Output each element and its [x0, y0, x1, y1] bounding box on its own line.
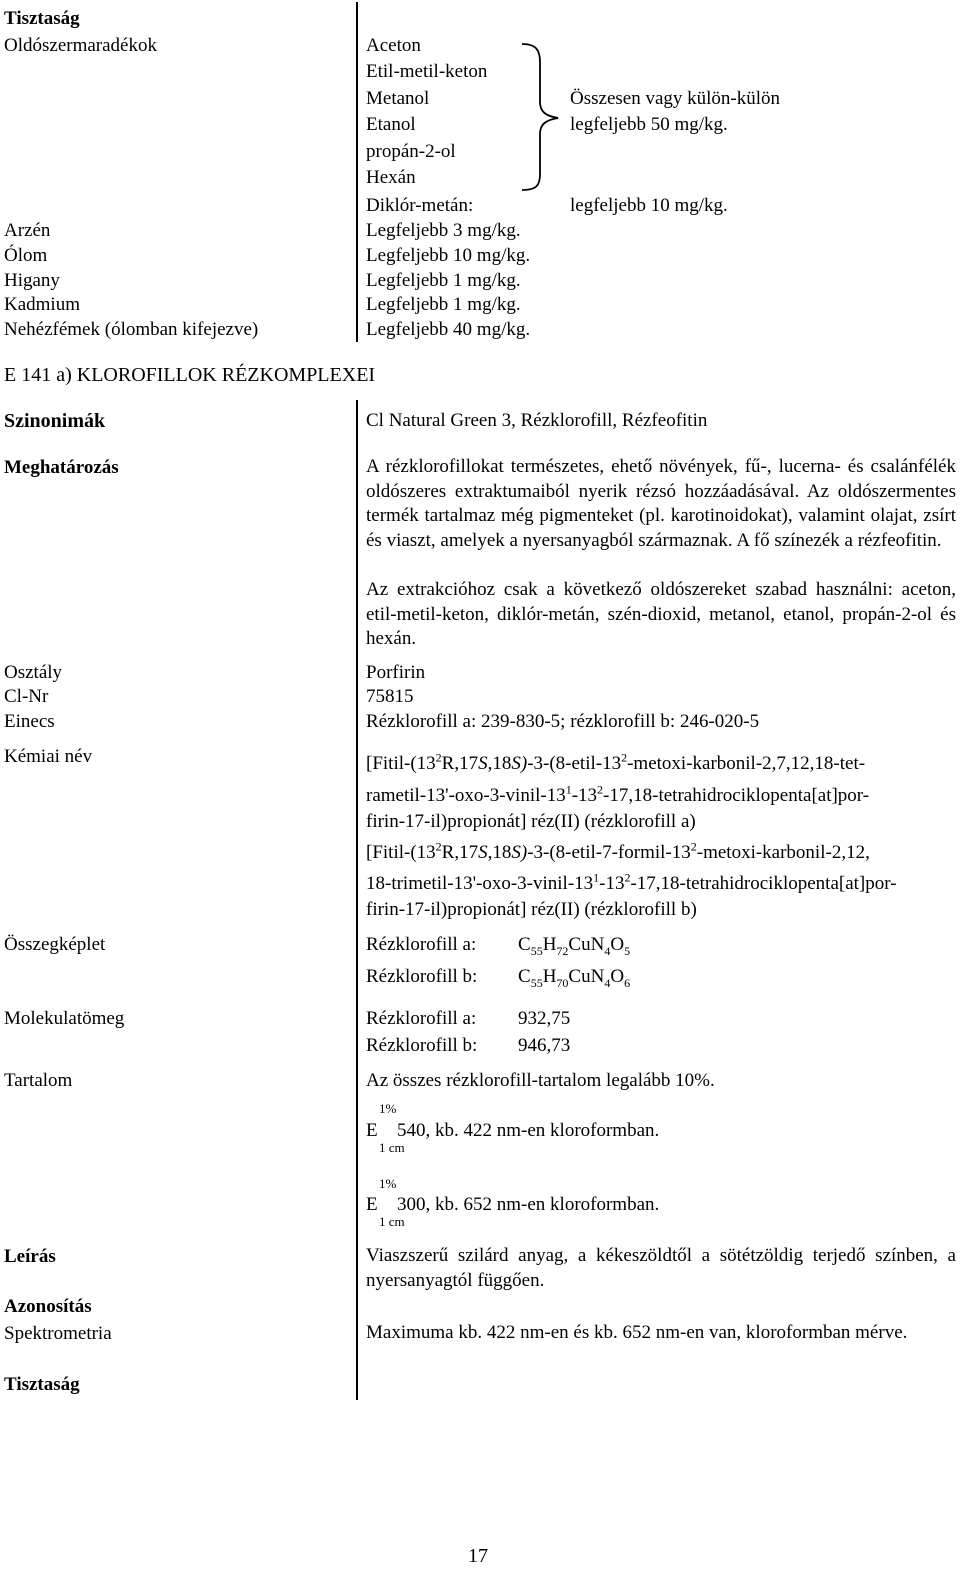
dcm-value: legfeljebb 10 mg/kg. [570, 195, 728, 216]
heading-tisztasag: Tisztaság [4, 8, 80, 29]
label-molekulatomeg: Molekulatömeg [4, 1008, 125, 1029]
metal-label: Arzén [4, 220, 51, 241]
e1-sup: 1% [379, 1101, 397, 1116]
metal-value: Legfeljebb 10 mg/kg. [366, 245, 531, 266]
chem-name-b-line-1: [$Fitil-(13^2R,17S,18S)-3-(8-etil-7-formil-13^2-metoxi-karbonil-2,12$, [366, 839, 870, 863]
e1-symbol: E [366, 1120, 378, 1141]
page-number: 17 [468, 1545, 488, 1567]
solvent-item: Metanol [366, 88, 430, 109]
mw-a-value: 932,75 [518, 1008, 571, 1029]
dcm-label: Diklór-metán: [366, 195, 474, 216]
formula-b-label: Rézklorofill b: [366, 966, 478, 987]
group-note-2: legfeljebb 50 mg/kg. [570, 114, 728, 135]
value-osztaly: Porfirin [366, 662, 426, 683]
label-tisztasag-2: Tisztaság [4, 1374, 80, 1395]
metal-value: Legfeljebb 3 mg/kg. [366, 220, 521, 241]
e2-symbol: E [366, 1194, 378, 1215]
solvent-item: Hexán [366, 167, 416, 188]
metal-label: Kadmium [4, 294, 80, 315]
solvent-item: propán-2-ol [366, 141, 456, 162]
label-osztaly: Osztály [4, 662, 63, 683]
chem-name-a-line-3: firin-17-il)propionát] réz(II) (rézklorofill a) [366, 811, 696, 832]
label-einecs: Einecs [4, 711, 55, 732]
chem-name-b-line-2: $18-trimetil-13'-oxo-3-vinil-13^1-13^2-17,18-tetrahidrociklopenta[at]por-$ [366, 870, 897, 894]
metal-label: Higany [4, 270, 60, 291]
label-oldoszermaradekok: Oldószermaradékok [4, 35, 157, 56]
label-szinonimak: Szinonimák [4, 410, 106, 432]
formula-a: $C_{55}H_{72}CuN_4O_5$ [518, 934, 631, 958]
e2-sup: 1% [379, 1176, 397, 1191]
label-leiras: Leírás [4, 1246, 56, 1267]
chem-name-b-line-3: firin-17-il)propionát] réz(II) (rézklorofill b) [366, 899, 697, 920]
e1-text: 540, kb. 422 nm-en kloroformban. [397, 1120, 660, 1141]
formula-a-label: Rézklorofill a: [366, 934, 477, 955]
value-tartalom: Az összes rézklorofill-tartalom legalább 10%. [366, 1070, 715, 1091]
mw-b-label: Rézklorofill b: [366, 1035, 478, 1056]
solvent-item: Aceton [366, 35, 421, 56]
metal-label: Ólom [4, 245, 48, 266]
label-spektrometria: Spektrometria [4, 1323, 112, 1344]
definition-paragraph-1: A rézklorofillokat természetes, ehető növények, fű-, lucerna- és csalánfélék oldószeres extraktumaiból nyerik rézsó hozzáadásával. Az oldószermentes termék tartalmaz még pigmenteket (pl. karotinoidokat), valamint olajat, zsírt és viaszt, amelyek a nyersanyagból származnak. A fő színezék a rézfeofitin. [366, 456, 956, 551]
solvent-item: Etanol [366, 114, 416, 135]
metal-label: Nehézfémek (ólomban kifejezve) [4, 319, 259, 340]
label-azonositas: Azonosítás [4, 1296, 92, 1317]
label-osszegkeplet: Összegképlet [4, 934, 106, 955]
curly-brace [518, 40, 562, 192]
chem-name-a-line-2: rametil-$13'-oxo-3-vinil-13^1-13^2-17,18-tetrahidrociklopenta[at]por-$ [366, 782, 870, 806]
metal-value: Legfeljebb 1 mg/kg. [366, 270, 521, 291]
value-clnr: 75815 [366, 686, 414, 707]
column-divider-top [356, 2, 358, 342]
column-divider-main [356, 400, 358, 1400]
chem-name-a-line-1: [$Fitil-(13^2R,17S,18S)-3-(8-etil-13^2-metoxi-karbonil-2,7,12,18-tet-$ [366, 750, 866, 774]
solvent-item: Etil-metil-keton [366, 61, 488, 82]
formula-b: $C_{55}H_{70}CuN_4O_6$ [518, 966, 631, 990]
value-szinonimak: Cl Natural Green 3, Rézklorofill, Rézfeofitin [366, 410, 708, 431]
value-spektrometria: Maximuma kb. 422 nm-en és kb. 652 nm-en van, kloroformban mérve. [366, 1322, 908, 1343]
definition-paragraph-2: Az extrakcióhoz csak a következő oldószereket szabad használni: aceton, etil-metil-keton, diklór-metán, szén-dioxid, metanol, etanol, propán-2-ol és hexán. [366, 579, 956, 649]
mw-b-value: 946,73 [518, 1035, 571, 1056]
value-einecs: Rézklorofill a: 239-830-5; rézklorofill b: 246-020-5 [366, 711, 760, 732]
e2-sub: 1 cm [379, 1214, 405, 1229]
value-leiras: Viaszszerű szilárd anyag, a kékeszöldtől a sötétzöldig terjedő színben, a nyersanyagtól függően. [366, 1245, 956, 1291]
metal-value: Legfeljebb 1 mg/kg. [366, 294, 521, 315]
e1-sub: 1 cm [379, 1140, 405, 1155]
group-note-1: Összesen vagy külön-külön [570, 88, 781, 109]
metal-value: Legfeljebb 40 mg/kg. [366, 319, 531, 340]
mw-a-label: Rézklorofill a: [366, 1008, 477, 1029]
label-kemiai-nev: Kémiai név [4, 746, 93, 767]
label-tartalom: Tartalom [4, 1070, 73, 1091]
section-title: E 141 a) KLOROFILLOK RÉZKOMPLEXEI [4, 364, 376, 386]
label-meghatarozas: Meghatározás [4, 457, 119, 478]
label-clnr: Cl-Nr [4, 686, 49, 707]
e2-text: 300, kb. 652 nm-en kloroformban. [397, 1194, 660, 1215]
